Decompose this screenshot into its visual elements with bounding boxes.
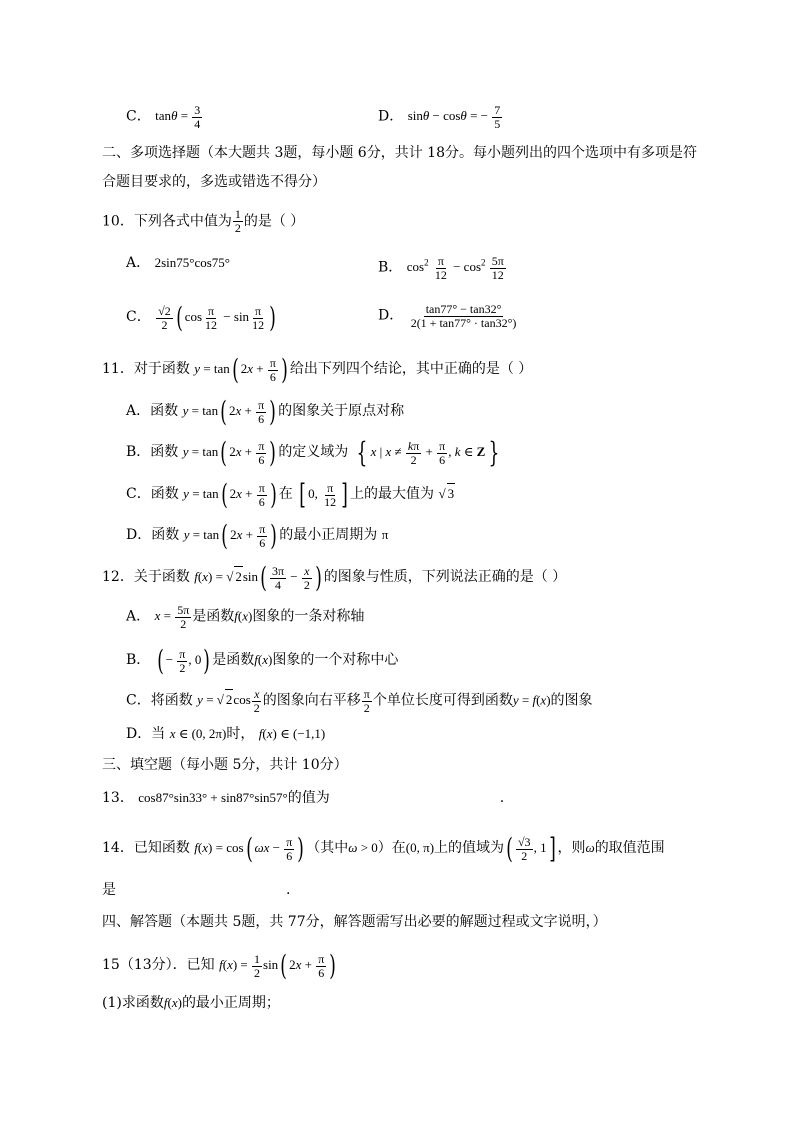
q11-option-a: A．函数 y = tan( 2x + $\frac{\pi}{6}$ ) 的图象关于原点对称	[126, 395, 405, 428]
section-2-heading-cont: 合题目要求的，多选或错选不得分）	[102, 174, 326, 190]
math-expr: sinθ − cosθ = − $\frac{7}{5}$	[407, 103, 501, 131]
math-expr: tanθ = $\frac{3}{4}$	[155, 103, 201, 131]
q11-option-c: C．函数 y = tan( 2x + $\frac{\pi}{6}$ ) 在 [ 0, $\frac{\pi}{12}$ ] 上的最大值为 √ 3	[126, 478, 455, 511]
q12-option-d: D．当 x ∈ (0, 2π)时， f(x) ∈ (−1,1)	[126, 726, 326, 742]
q10-stem: 10．下列各式中值为 $\frac{1}{2}$ 的是（ ）	[102, 207, 305, 235]
q10-option-c: C． $\frac{√2}{2}$ ( cos $\frac{\pi}{12}$ − sin $\frac{\pi}{12}$ )	[126, 301, 276, 334]
q12-option-b: B． ( − $\frac{\pi}{2}$ , 0) 是函数f(x)图象的一个对称中心	[126, 644, 399, 677]
q10-option-d: D． $\frac{\tan 77^\circ - \tan 32^\circ}{2(1 + \tan 77^\circ \cdot \tan 32^\circ)}$	[378, 302, 517, 330]
q11-option-b: B．函数 y = tan( 2x + $\frac{\pi}{6}$ ) 的定义域为 { x | x ≠ $\frac{k\pi}{2}$ + $\frac{\pi}{6}$ , k ∈ Z }	[126, 436, 500, 469]
q13-stem: 13． cos87°sin33° + sin87°sin57°的值为 .	[102, 790, 505, 806]
section-4-heading: 四、解答题（本题共 5题，共 77分，解答题需写出必要的解题过程或文字说明，）	[102, 914, 607, 930]
q12-stem: 12．关于函数 f(x) = √ 2sin( $\frac{3\pi}{4}$ − $\frac{x}{2}$ ) 的图象与性质，下列说法正确的是（ ）	[102, 561, 567, 594]
q15-stem: 15（13分）．已知 f(x) = $\frac{1}{2}$ sin( 2x + $\frac{\pi}{6}$ )	[102, 949, 337, 982]
section-3-heading: 三、填空题（每小题 5分，共计 10分）	[102, 757, 348, 773]
q15-sub1: (1)求函数f(x)的最小正周期；	[102, 995, 280, 1011]
q12-option-c: C．将函数 y = √ 2cos $\frac{x}{2}$ 的图象向右平移 $\frac{\pi}{2}$ 个单位长度可得到函数y = f(x)的图象	[126, 687, 593, 715]
q12-option-a: A． x = $\frac{5\pi}{2}$ 是函数f(x)图象的一条对称轴	[126, 603, 365, 631]
q10-option-a: A． 2sin75°cos75°	[126, 255, 230, 271]
q11-stem: 11．对于函数 y = tan( 2x + $\frac{\pi}{6}$ ) 给出下列四个结论，其中正确的是（ ）	[102, 353, 533, 386]
q10-option-b: B． $\cos^2$ $\frac{\pi}{12}$ − $\cos^2$ $\frac{5\pi}{12}$	[378, 253, 504, 282]
q9-option-c: C． tanθ = $\frac{3}{4}$	[126, 104, 203, 131]
q11-option-d: D．函数 y = tan( 2x + $\frac{\pi}{6}$ ) 的最小正周期为 π	[126, 519, 389, 552]
q9-option-d: D． sinθ − cosθ = − $\frac{7}{5}$	[378, 104, 503, 131]
q14-stem: 14．已知函数 f(x) = cos( ωx − $\frac{\pi}{6}$ ) （其中ω > 0）在(0, π)上的值域为( $\frac{√3}{2}$ , 1] ，则ω的取值范围	[102, 832, 665, 865]
section-2-heading: 二、多项选择题（本大题共 3题，每小题 6分，共计 18分。每小题列出的四个选项中有多项是符	[102, 145, 697, 161]
q14-stem-cont: 是 .	[102, 882, 291, 898]
